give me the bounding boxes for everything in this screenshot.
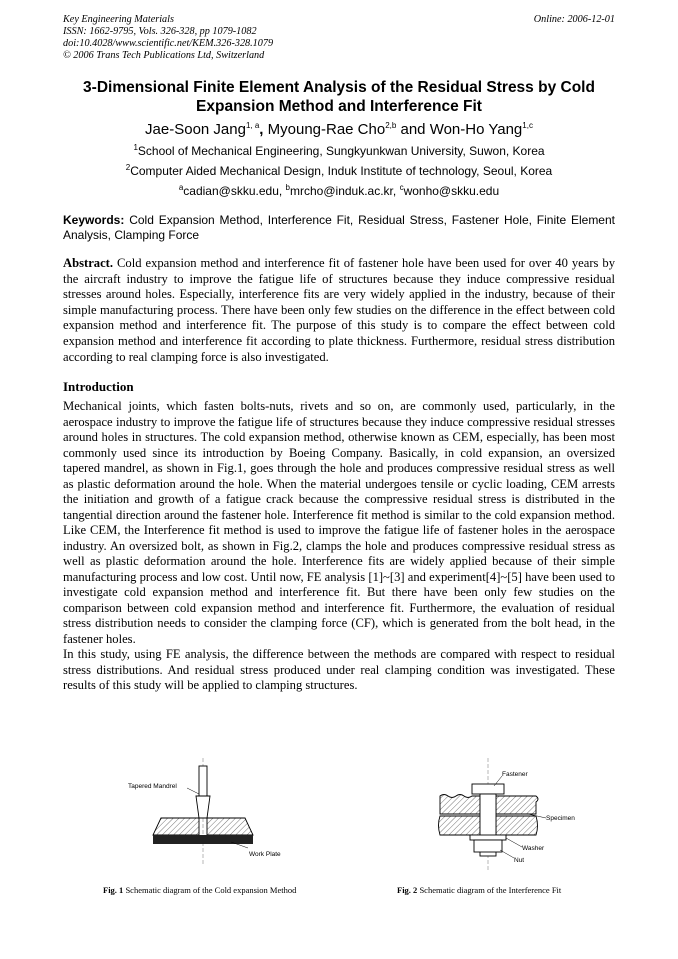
journal-meta xyxy=(63,14,615,62)
author-list xyxy=(63,121,615,139)
paragraph: Mechanical joints, which fasten bolts-nuts, rivets and so on, are commonly used, particularly, in the aerospace industry to improve the fatigue life of structures because they induce compressive residual stresses around holes in structures. The cold expansion method, otherwise known as CEM, especially, has been most commonly used since its introduction by Boeing Company. Basically, in cold expansion, an oversized tapered mandrel, as shown in Fig.1, goes through the hole and produces compressive residual stress as well as plastic deformation around the hole. When the material undergoes tensile or cyclic loading, CEM arrests the initiation and growth of a fatigue crack because the compressive residual stress is distributed in the tangential direction around the fastener hole. Interference fit method is similar to the cold expansion method. Like CEM, the Interference fit method is used to improve the fatigue life of fastener holes in the aerospace industry. An oversized bolt, as shown in Fig.2, clamps the hole and produces compressive residual stress as well as plastic deformation around the hole. Interference fits are widely applied because of their simple manufacturing process and low cost. Until now, FE analysis [1]~[3] and experiment[4]~[5] have been used to investigate cold expansion method and interference fit. But there have been only few studies on the comparison between cold expansion method and interference fit. Furthermore, the evaluation of residual stress distribution needs to consider the clamping force (CF), which is generated from the bolt head, in the fastener holes. xyxy=(63,399,615,646)
keywords-label: Keywords: xyxy=(63,213,125,227)
abstract-text: Cold expansion method and interference fit of fastener hole have been used for over 40 years by the aircraft industry to improve the fatigue life of structures because they induce compressive residual stresses around holes. Especially, interference fits are very widely applied in the industry, because of their simple manufacturing process. There have been only few studies on the difference in the effect between cold expansion method and interference fit. The purpose of this study is to compare the effect between cold expansion method and interference fit according to plate thickness. Furthermore, residual stress distribution according to real clamping force is also investigated. xyxy=(63,256,615,364)
introduction-body xyxy=(63,399,615,694)
affiliation-sup: 2 xyxy=(125,163,131,172)
figure-row xyxy=(63,758,615,908)
paragraph: In this study, using FE analysis, the difference between the methods are compared with respect to residual stress distributions. And residual stress produced under real clamping condition was investigated. These results of this study will be applied to clamping structures. xyxy=(63,647,615,693)
email-sup: c xyxy=(399,183,404,192)
abstract xyxy=(63,256,615,365)
keywords xyxy=(63,213,615,243)
paper-title: 3-Dimensional Finite Element Analysis of the Residual Stress by Cold Expansion Method and Interference Fit xyxy=(83,79,595,115)
author-separator: , xyxy=(259,121,264,138)
affiliation-1 xyxy=(63,144,615,159)
author-sup: 2,b xyxy=(385,121,397,130)
email-sup: a xyxy=(178,183,184,192)
author-sup: 1,c xyxy=(522,121,533,130)
figure-2-diagram xyxy=(418,758,588,873)
author-name: Won-Ho Yang xyxy=(429,121,523,138)
figure-label-nut: Nut xyxy=(514,857,525,864)
author-name: Myoung-Rae Cho xyxy=(267,121,386,138)
figure-label-mandrel: Tapered Mandrel xyxy=(128,783,177,790)
online-date: Online: 2006-12-01 xyxy=(533,14,615,25)
doi-line: doi:10.4028/www.scientific.net/KEM.326-328.1079 xyxy=(63,38,274,49)
section-heading-introduction: Introduction xyxy=(63,379,134,395)
figure-label-specimen: Specimen xyxy=(546,815,575,822)
email-link[interactable]: mrcho@induk.ac.kr, xyxy=(290,184,397,198)
figure-label-washer: Washer xyxy=(522,845,545,852)
caption-text: Schematic diagram of the Cold expansion Method xyxy=(125,885,297,895)
abstract-label: Abstract. xyxy=(63,256,114,270)
author-sup: 1, a xyxy=(245,121,260,130)
copyright-line: © 2006 Trans Tech Publications Ltd, Switzerland xyxy=(63,50,265,61)
email-link[interactable]: cadian@skku.edu, xyxy=(183,184,283,198)
journal-name: Key Engineering Materials xyxy=(63,14,174,25)
figure-1-diagram xyxy=(103,758,303,868)
figure-1-caption xyxy=(103,885,296,895)
caption-number: Fig. 2 xyxy=(397,885,418,895)
figure-label-fastener: Fastener xyxy=(502,771,528,778)
caption-text: Schematic diagram of the Interference Fit xyxy=(419,885,562,895)
issn-line: ISSN: 1662-9795, Vols. 326-328, pp 1079-1082 xyxy=(63,26,257,37)
figure-2-caption xyxy=(397,885,561,895)
affiliation-text: Computer Aided Mechanical Design, Induk Institute of technology, Seoul, Korea xyxy=(130,164,553,178)
author-name: Jae-Soon Jang xyxy=(145,121,246,138)
caption-number: Fig. 1 xyxy=(103,885,124,895)
keywords-text: Cold Expansion Method, Interference Fit, Residual Stress, Fastener Hole, Finite Element Analysis, Clamping Force xyxy=(63,213,615,242)
paper-page xyxy=(63,14,615,694)
author-and: and xyxy=(400,121,426,138)
affiliation-text: School of Mechanical Engineering, Sungkyunkwan University, Suwon, Korea xyxy=(137,144,545,158)
email-sup: b xyxy=(285,183,290,192)
figure-label-plate: Work Plate xyxy=(249,851,281,858)
email-line xyxy=(63,184,615,199)
affiliation-sup: 1 xyxy=(133,143,138,152)
email-link[interactable]: wonho@skku.edu xyxy=(403,184,500,198)
affiliation-2 xyxy=(63,164,615,179)
